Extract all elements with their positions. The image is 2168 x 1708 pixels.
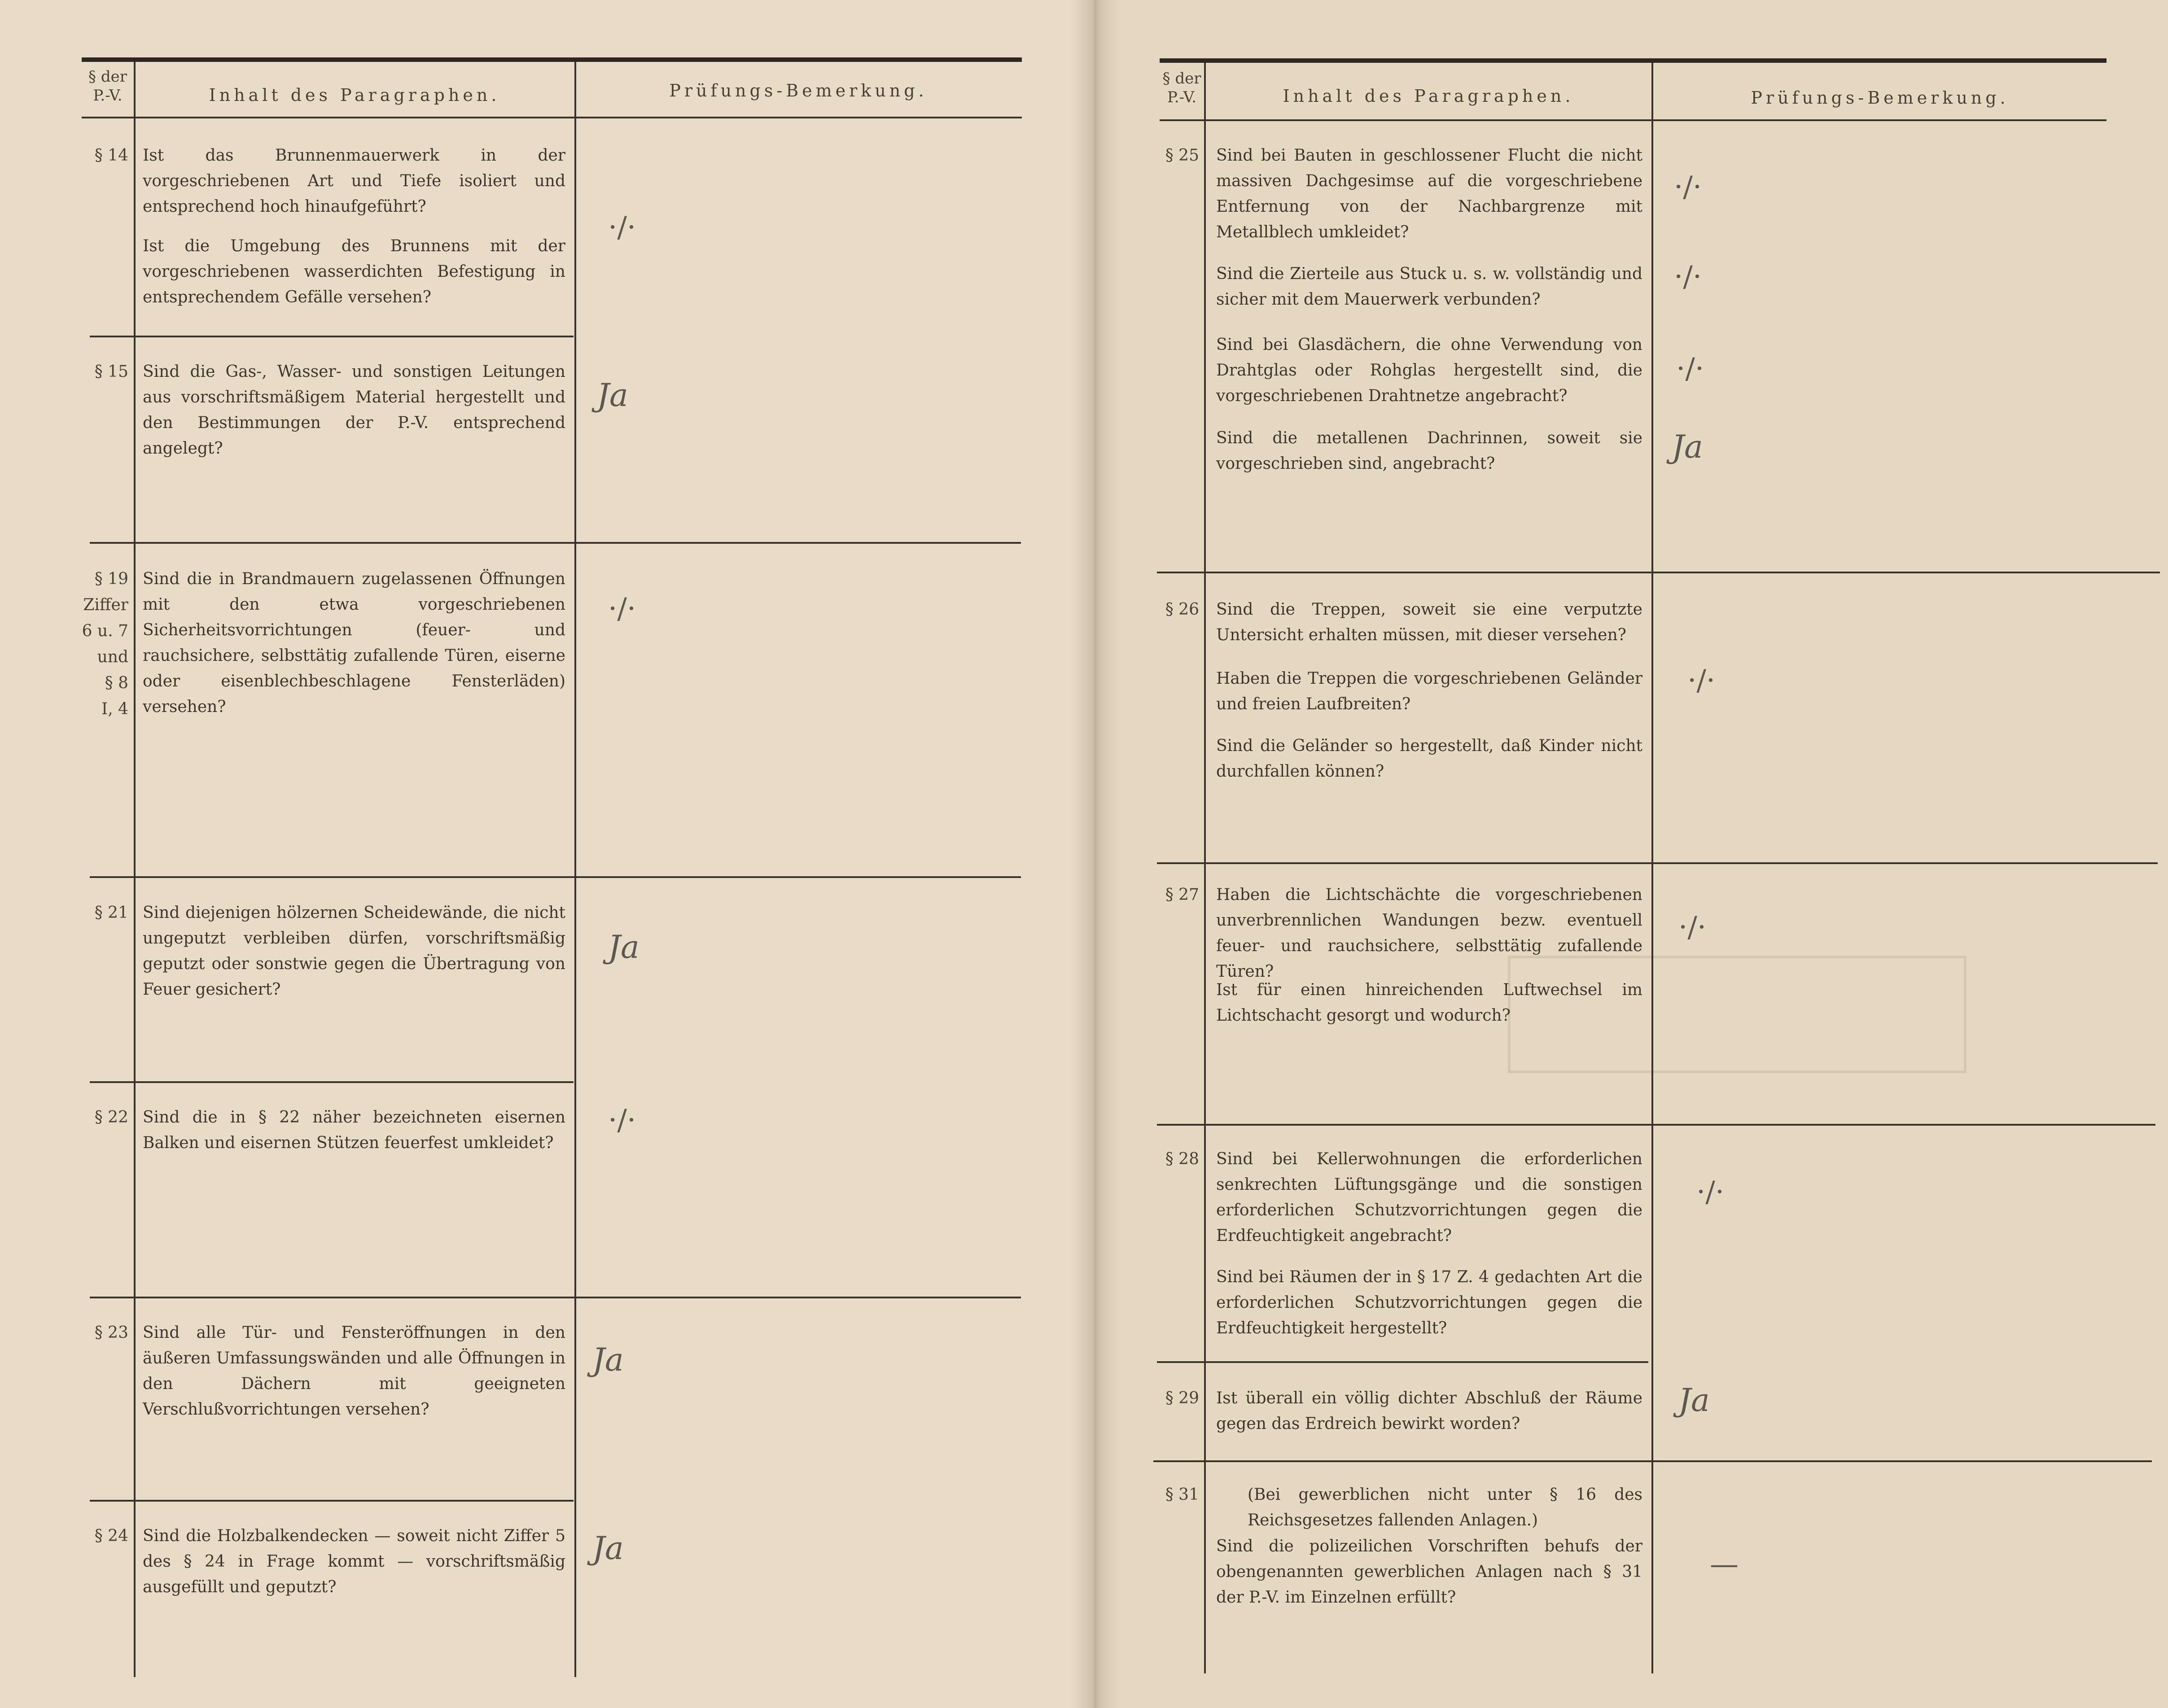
- row-text: Ist die Umgebung des Brunnens mit der vorgeschriebenen wasserdichten Befestigung in entsprechendem Gefälle versehen?: [143, 237, 565, 306]
- row-text: Sind die Geländer so hergestellt, daß Kinder nicht durchfallen können?: [1216, 737, 1642, 781]
- header-content: Inhalt des Paragraphen.: [1283, 86, 1574, 106]
- row-text: Sind die in § 22 näher bezeichneten eisernen Balken und eisernen Stützen feuerfest umkleidet?: [143, 1108, 565, 1152]
- col-divider-2: [1651, 63, 1653, 1673]
- para-number: § 23: [94, 1324, 128, 1342]
- remark-mark: —: [1710, 1548, 1739, 1581]
- remark-mark: ·/·: [1674, 170, 1702, 204]
- para-number: § 31: [1165, 1485, 1199, 1504]
- row-text: Sind die Treppen, soweit sie eine verputzte Untersicht erhalten müssen, mit dieser versehen?: [1216, 600, 1642, 644]
- row-text: Haben die Treppen die vorgeschriebenen Geländer und freien Laufbreiten?: [1216, 669, 1642, 713]
- row-text: Sind bei Bauten in geschlossener Flucht die nicht massiven Dachgesimse auf die vorgeschriebene Entfernung von der Nachbargrenze mit Metallblech umkleidet?: [1216, 146, 1642, 241]
- row-sep: [90, 1500, 574, 1502]
- row-text: Sind alle Tür- und Fensteröffnungen in den äußeren Umfassungswänden und alle Öffnungen in den Dächern mit geeigneten Verschlußvorrichtungen versehen?: [143, 1324, 565, 1419]
- col-divider-2: [574, 62, 576, 1677]
- para-number: § 29: [1165, 1389, 1199, 1407]
- para-number: § 24: [94, 1527, 128, 1545]
- row-text: Ist überall ein völlig dichter Abschluß der Räume gegen das Erdreich bewirkt worden?: [1216, 1389, 1642, 1433]
- row-text: Sind die Gas-, Wasser- und sonstigen Leitungen aus vorschriftsmäßigem Material hergestellt und den Bestimmungen der P.-V. entsprechend angelegt?: [143, 363, 565, 458]
- row-sep: [1157, 862, 2158, 864]
- top-rule: [82, 57, 1022, 62]
- row-text: Sind bei Räumen der in § 17 Z. 4 gedachten Art die erforderlichen Schutzvorrichtungen gegen die Erdfeuchtigkeit hergestellt?: [1216, 1268, 1642, 1337]
- row-sep: [90, 1081, 574, 1083]
- row-text: Sind bei Glasdächern, die ohne Verwendung von Drahtglas oder Rohglas hergestellt sind, die vorgeschriebenen Drahtnetze angebracht?: [1216, 336, 1642, 405]
- header-content: Inhalt des Paragraphen.: [209, 85, 500, 105]
- col-divider-1: [1204, 63, 1206, 1673]
- header-remark: Prüfungs-Bemerkung.: [1751, 88, 2009, 108]
- header-para-bottom: P.-V.: [1167, 88, 1197, 106]
- para-number: § 26: [1165, 600, 1199, 619]
- row-text: Haben die Lichtschächte die vorgeschriebenen unverbrennlichen Wandungen bezw. eventuell feuer- und rauchsichere, selbsttätig zufallende Türen?: [1216, 886, 1642, 981]
- row-sep: [1153, 1460, 2152, 1462]
- header-remark: Prüfungs-Bemerkung.: [669, 81, 928, 100]
- remark-signature: Ja: [592, 1341, 624, 1378]
- row-text: Sind die Zierteile aus Stuck u. s. w. vollständig und sicher mit dem Mauerwerk verbunden?: [1216, 265, 1642, 309]
- remark-mark: ·/·: [1696, 1175, 1725, 1209]
- row-sep: [90, 1297, 1021, 1298]
- right-page: [1095, 0, 2168, 1708]
- para-number: § 21: [94, 904, 128, 922]
- para-number: § 27: [1165, 886, 1199, 904]
- remark-mark: ·/·: [608, 211, 636, 244]
- remark-signature: Ja: [592, 1530, 624, 1567]
- remark-mark: ·/·: [1687, 664, 1716, 697]
- header-rule: [1160, 119, 2107, 121]
- remark-signature: Ja: [608, 929, 639, 965]
- remark-signature: Ja: [1678, 1382, 1710, 1419]
- row-text: Sind diejenigen hölzernen Scheidewände, die nicht ungeputzt verbleiben dürfen, vorschriftsmäßig geputzt oder sonstwie gegen die Übertragung von Feuer gesichert?: [143, 904, 565, 999]
- para-number: § 22: [94, 1108, 128, 1127]
- row-text: (Bei gewerblichen nicht unter § 16 des Reichsgesetzes fallenden Anlagen.): [1248, 1485, 1642, 1529]
- header-rule: [82, 117, 1022, 118]
- remark-signature: Ja: [597, 377, 628, 414]
- para-number: § 14: [94, 146, 128, 165]
- row-text: Sind die in Brandmauern zugelassenen Öffnungen mit den etwa vorgeschriebenen Sicherheitsvorrichtungen (feuer- und rauchsichere, selbsttätig zufallende Türen, eiserne oder eisenblechbeschlagene Fensterläden) versehen?: [143, 570, 565, 716]
- row-text: Ist für einen hinreichenden Luftwechsel im Lichtschacht gesorgt und wodurch?: [1216, 981, 1642, 1025]
- remark-mark: ·/·: [1678, 911, 1707, 944]
- row-text: Ist das Brunnenmauerwerk in der vorgeschriebenen Art und Tiefe isoliert und entsprechend hoch hinaufgeführt?: [143, 146, 565, 216]
- remark-mark: ·/·: [608, 592, 636, 625]
- para-number: § 25: [1165, 146, 1199, 165]
- remark-mark: ·/·: [1676, 352, 1704, 385]
- remark-mark: ·/·: [608, 1104, 636, 1137]
- row-sep: [90, 336, 574, 337]
- header-para-top: § der: [88, 68, 127, 86]
- para-number: § 28: [1165, 1150, 1199, 1168]
- header-para-bottom: P.-V.: [93, 87, 123, 105]
- row-sep: [1157, 1124, 2155, 1126]
- remark-mark: ·/·: [1674, 260, 1702, 293]
- row-text: Sind die polizeilichen Vorschriften behufs der obengenannten gewerblichen Anlagen nach § 31 der P.-V. im Einzelnen erfüllt?: [1216, 1537, 1642, 1607]
- row-sep: [90, 876, 1021, 878]
- book-fold: [1070, 0, 1120, 1708]
- col-divider-1: [134, 62, 136, 1677]
- header-para-col: [1160, 69, 1204, 107]
- row-text: Sind die Holzbalkendecken — soweit nicht Ziffer 5 des § 24 in Frage kommt — vorschriftsmäßig ausgefüllt und geputzt?: [143, 1527, 565, 1596]
- row-text: Sind bei Kellerwohnungen die erforderlichen senkrechten Lüftungsgänge und die sonstigen erforderlichen Schutzvorrichtungen gegen die Erdfeuchtigkeit angebracht?: [1216, 1150, 1642, 1245]
- remark-signature: Ja: [1672, 428, 1703, 465]
- row-text: Sind die metallenen Dachrinnen, soweit sie vorgeschrieben sind, angebracht?: [1216, 429, 1642, 473]
- header-para-col: [82, 67, 134, 105]
- para-number: § 19 Ziffer 6 u. 7 und § 8 I, 4: [82, 570, 128, 718]
- para-number: § 15: [94, 363, 128, 381]
- row-sep: [1157, 572, 2160, 573]
- row-sep: [1157, 1361, 1648, 1363]
- row-sep: [90, 542, 1021, 544]
- header-para-top: § der: [1162, 70, 1201, 87]
- top-rule: [1160, 58, 2107, 63]
